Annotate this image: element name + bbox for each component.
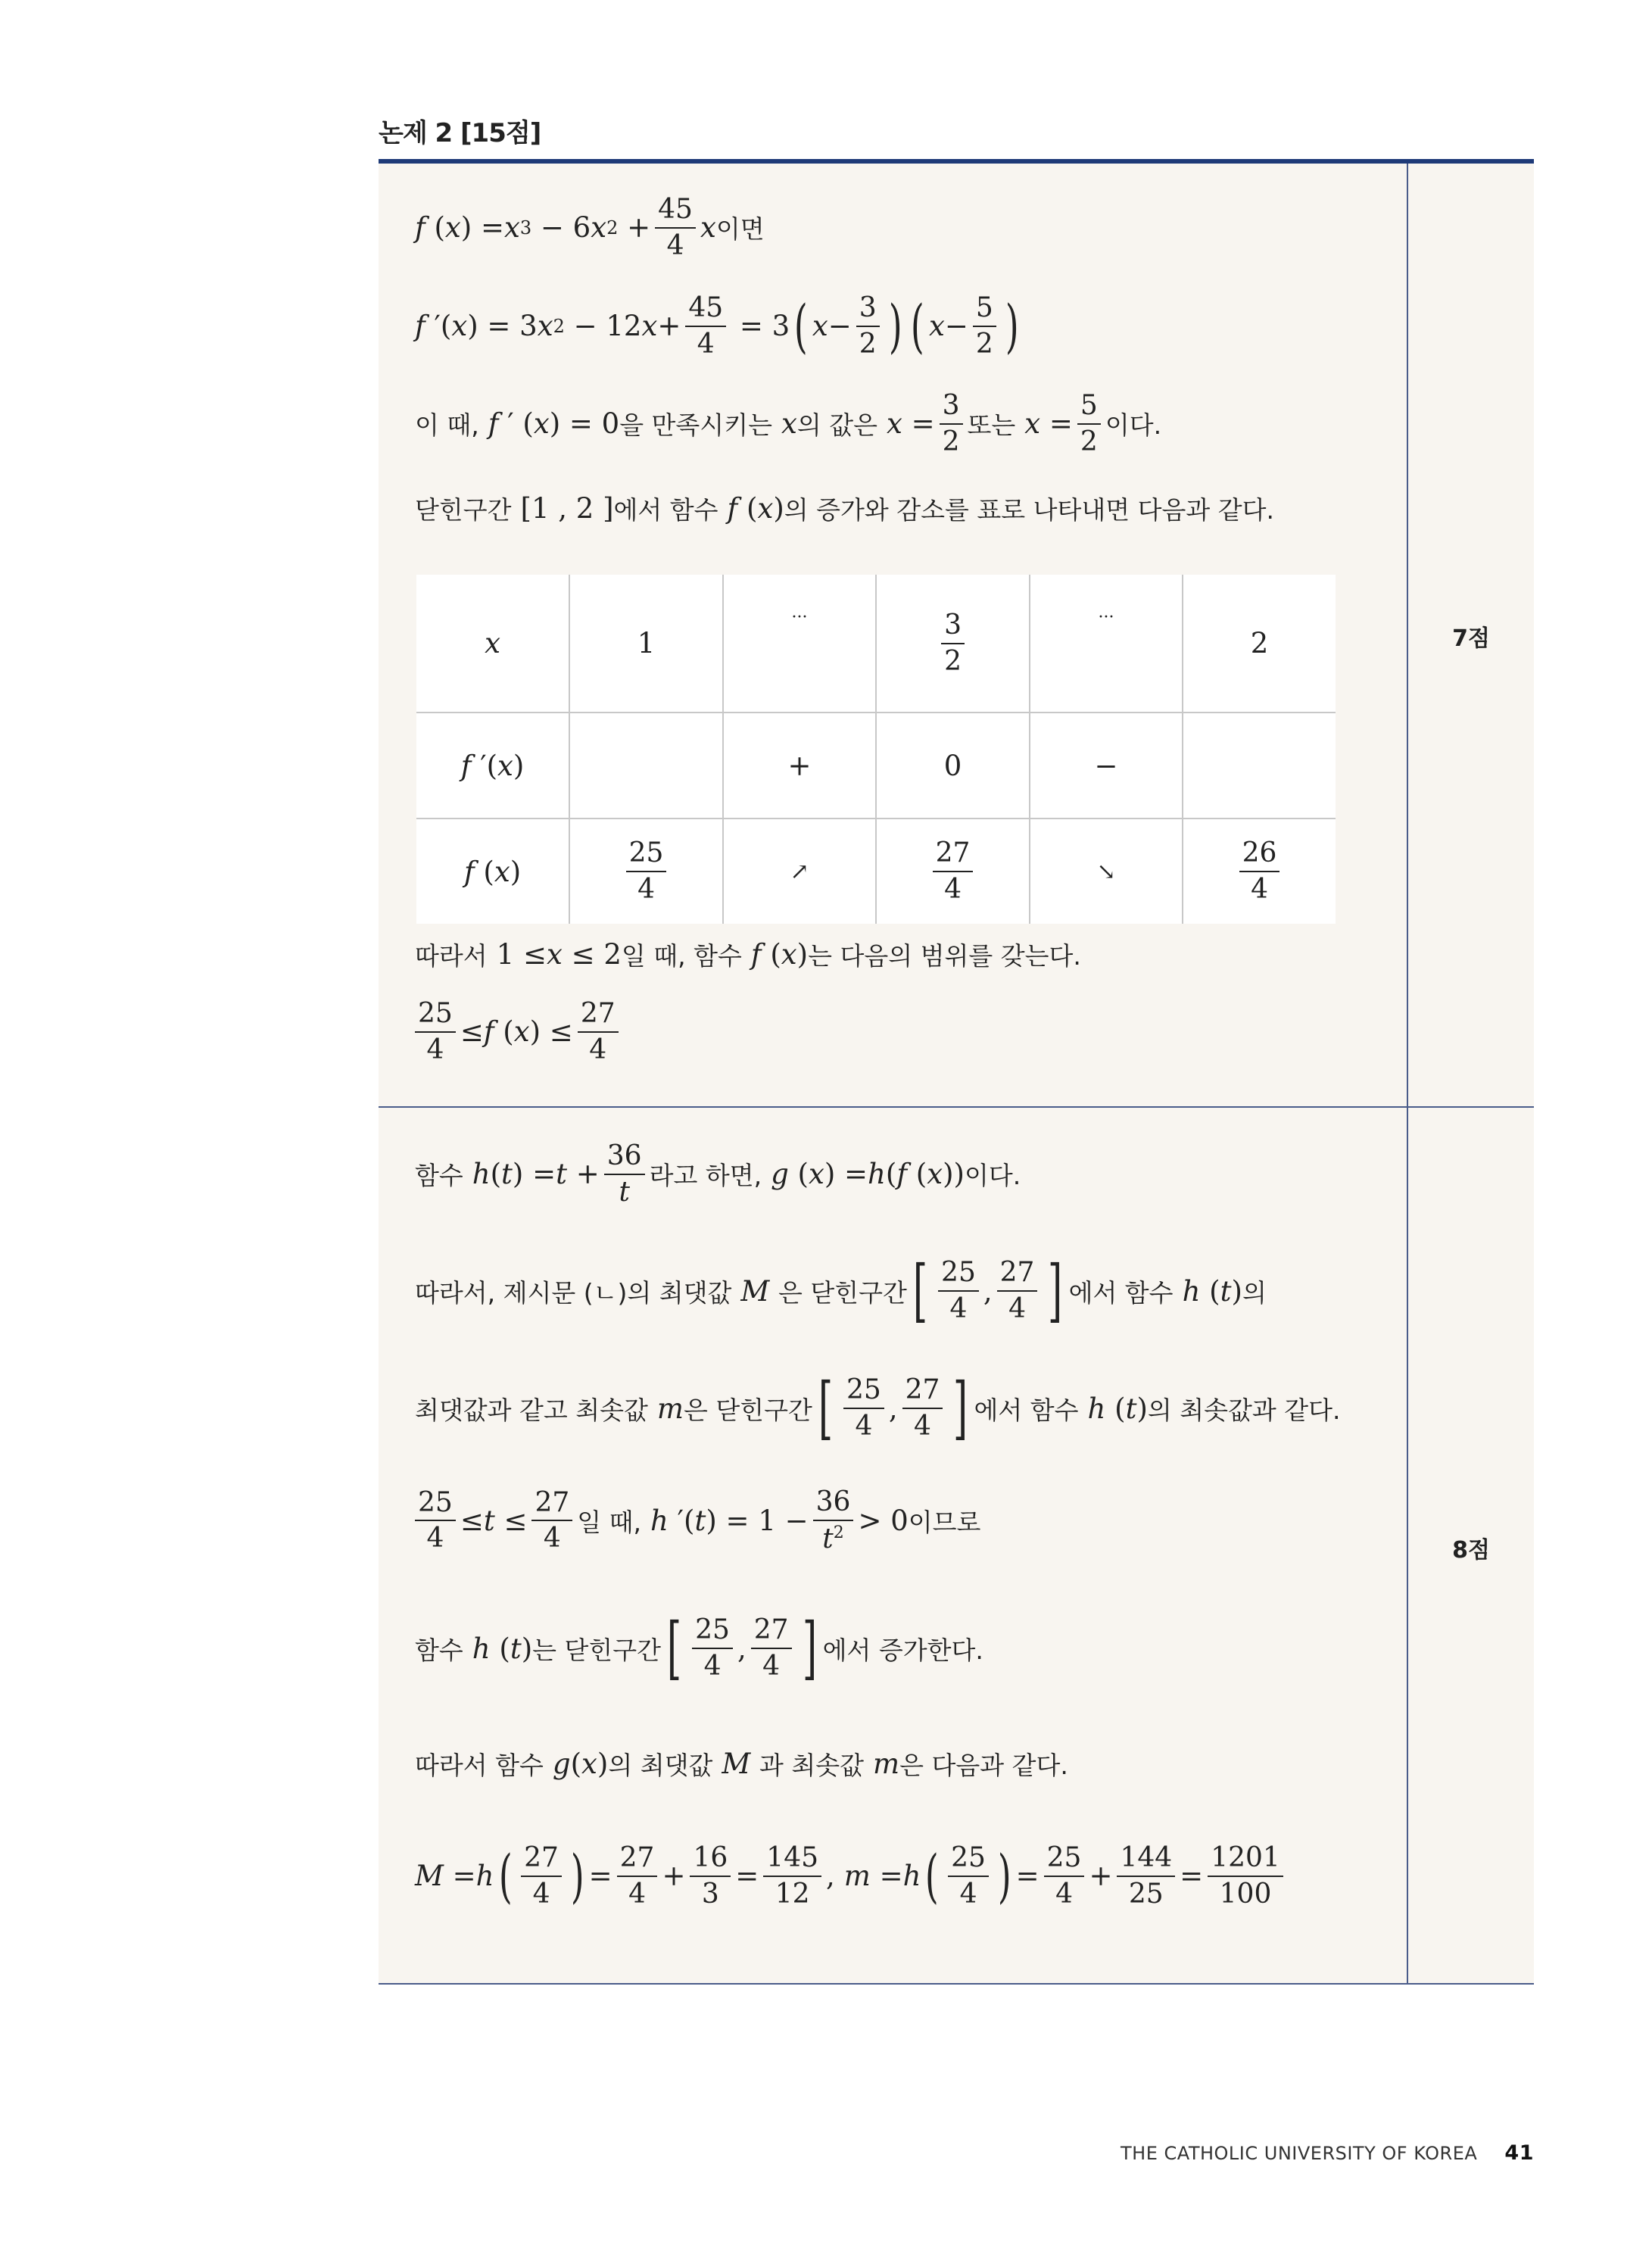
table-cell: ↗: [723, 819, 876, 924]
table-cell: f ′(x): [416, 713, 569, 819]
interval-intro-line: 닫힌구간 [1 , 2 ] 에서 함수 f ( x ) 의 증가와 감소를 표로 나타내면 다음과 같다.: [415, 492, 1274, 525]
range-intro-line: 따라서 1 ≤ x ≤ 2 일 때, 함수 f ( x ) 는 다음의 범위를 갖는다.: [415, 938, 1081, 971]
table-row: [416, 713, 1336, 819]
table-cell: $\frac{27}{4}$: [876, 819, 1030, 924]
table-cell: 0: [876, 713, 1030, 819]
table-cell: [569, 713, 723, 819]
max-statement-line: 따라서, 제시문 (ㄴ)의 최댓값 M 은 닫힌구간 [ $\frac{25}{4}$ , $\frac{27}{4}$ ] 에서 함수 h ( t ) 의: [415, 1251, 1267, 1330]
h-increasing-line: 함수 h ( t ) 는 닫힌구간 [ $\frac{25}{4}$ , $\frac{27}{4}$ ] 에서 증가한다.: [415, 1608, 983, 1688]
table-cell: [1183, 713, 1336, 819]
table-cell: ···: [1030, 575, 1183, 713]
score-part1: 7점: [1452, 625, 1490, 652]
page-footer: [1121, 2141, 1534, 2165]
table-cell: f (x): [416, 819, 569, 924]
table-cell: $\frac{26}{4}$: [1183, 819, 1336, 924]
table-cell: −: [1030, 713, 1183, 819]
h-derivative-line: $\frac{25}{4}$ ≤ t ≤ $\frac{27}{4}$ 일 때, h ′( t ) = 1 − $\frac{36}{t^2}$ > 0 이므로: [415, 1488, 980, 1554]
footer-university: THE CATHOLIC UNIVERSITY OF KOREA: [1121, 2143, 1478, 2164]
table-cell: ↘: [1030, 819, 1183, 924]
h-definition-line: 함수 h ( t ) = t + $\frac{36}{t}$ 라고 하면, g ( x ) = h ( f ( x )) 이다.: [415, 1140, 1021, 1208]
score-part2: 8점: [1452, 1537, 1490, 1564]
table-cell: ···: [723, 575, 876, 713]
conclusion-intro-line: 따라서 함수 g ( x ) 의 최댓값 M 과 최솟값 m 은 다음과 같다.: [415, 1748, 1068, 1780]
problem-heading: 논제 2 [15점]: [379, 118, 541, 148]
table-cell: x: [416, 575, 569, 713]
increase-decrease-table: [416, 575, 1336, 924]
eq-f-derivative: f ′( x ) = 3 x 2 − 12 x + $\frac{45}{4}$ = 3 ( x − $\frac{3}{2}$ ) ( x − $\frac{5}{2}$ ): [415, 292, 1019, 360]
table-cell: 2: [1183, 575, 1336, 713]
section-divider: [379, 1106, 1534, 1108]
eq-f-definition: f ( x ) = x 3 − 6 x 2 + $\frac{45}{4}$ x 이면: [415, 194, 765, 261]
page-number: 41: [1504, 2141, 1534, 2165]
min-statement-line: 최댓값과 같고 최솟값 m 은 닫힌구간 [ $\frac{25}{4}$ , $\frac{27}{4}$ ] 에서 함수 h ( t ) 의 최솟값과 같다.: [415, 1368, 1341, 1448]
table-row: [416, 575, 1336, 713]
table-cell: $\frac{25}{4}$: [569, 819, 723, 924]
score-column-divider: [1407, 164, 1408, 1983]
table-cell: $\frac{3}{2}$: [876, 575, 1030, 713]
critical-points-line: 이 때, f ′ ( x ) = 0 을 만족시키는 x 의 값은 x = $\frac{3}{2}$ 또는 x = $\frac{5}{2}$ 이다.: [415, 390, 1162, 457]
table-cell: +: [723, 713, 876, 819]
eq-final-values: M = h ( $\frac{27}{4}$ ) = $\frac{27}{4}$ + $\frac{16}{3}$ = $\frac{145}{12}$ , m = h ( $\frac{25}{4}$ ) = $\frac{25}{4}$ + $\frac{144}{25}$ = $\frac{1201}{100}$: [415, 1844, 1288, 1909]
table-row: [416, 819, 1336, 924]
table-cell: 1: [569, 575, 723, 713]
eq-range-result: $\frac{25}{4}$ ≤ f ( x ) ≤ $\frac{27}{4}$: [415, 999, 623, 1065]
